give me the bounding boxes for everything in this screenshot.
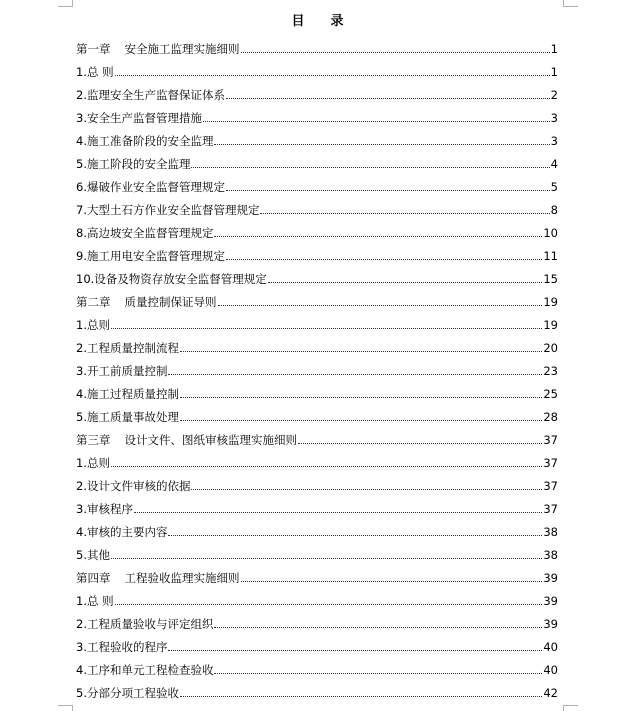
- page-corner-mark: [563, 705, 578, 711]
- toc-dot-leader: [180, 420, 542, 421]
- toc-entry-number: 第一章: [76, 42, 111, 56]
- toc-dot-leader: [111, 466, 542, 467]
- toc-page-number: 1: [550, 65, 558, 79]
- toc-entry-label: 高边坡安全监督管理规定: [86, 226, 214, 240]
- toc-section-entry[interactable]: [76, 516, 558, 539]
- toc-section-entry[interactable]: [76, 102, 558, 125]
- toc-page-number: 37: [543, 456, 558, 470]
- toc-entry-number: 10.: [76, 272, 95, 286]
- toc-entry-label: 审核的主要内容: [86, 525, 168, 539]
- toc-section-entry[interactable]: [76, 355, 558, 378]
- toc-dot-leader: [115, 75, 550, 76]
- toc-page-number: 39: [543, 571, 558, 585]
- toc-page-number: 15: [543, 272, 558, 286]
- toc-entry-label: 施工质量事故处理: [86, 410, 179, 424]
- toc-page-number: 11: [543, 249, 558, 263]
- toc-page-number: 1: [550, 42, 558, 56]
- toc-entry-number: 1.: [76, 594, 87, 608]
- toc-dot-leader: [268, 282, 543, 283]
- toc-dot-leader: [191, 489, 542, 490]
- toc-page-number: 8: [550, 203, 558, 217]
- toc-section-entry[interactable]: [76, 309, 558, 332]
- toc-entry-number: 2.: [76, 88, 87, 102]
- toc-section-entry[interactable]: [76, 631, 558, 654]
- toc-entry-label: 开工前质量控制: [86, 364, 168, 378]
- toc-section-entry[interactable]: [76, 493, 558, 516]
- toc-entry-label: 设计文件审核的依据: [86, 479, 191, 493]
- toc-section-entry[interactable]: [76, 56, 558, 79]
- toc-page-number: 28: [543, 410, 558, 424]
- toc-dot-leader: [214, 236, 542, 237]
- toc-entry-label: 工程验收的程序: [86, 640, 168, 654]
- toc-page-number: 3: [550, 111, 558, 125]
- toc-dot-leader: [214, 627, 542, 628]
- toc-section-entry[interactable]: [76, 677, 558, 700]
- toc-page-number: 2: [550, 88, 558, 102]
- toc-entry-label: 分部分项工程验收: [86, 686, 179, 700]
- toc-entry-label: 工程验收监理实施细则: [124, 571, 240, 585]
- toc-section-entry[interactable]: [76, 470, 558, 493]
- toc-dot-leader: [180, 696, 542, 697]
- toc-section-entry[interactable]: [76, 654, 558, 677]
- toc-section-entry[interactable]: [76, 171, 558, 194]
- toc-dot-leader: [226, 259, 542, 260]
- toc-chapter-entry[interactable]: [76, 286, 558, 309]
- toc-entry-number: 4.: [76, 387, 87, 401]
- toc-entry-label: 安全施工监理实施细则: [124, 42, 240, 56]
- toc-dot-leader: [168, 535, 542, 536]
- toc-section-entry[interactable]: [76, 585, 558, 608]
- toc-dot-leader: [214, 673, 542, 674]
- toc-entry-label: 质量控制保证导则: [124, 295, 217, 309]
- toc-dot-leader: [115, 604, 543, 605]
- page-corner-mark: [58, 705, 73, 711]
- toc-dot-leader: [226, 190, 550, 191]
- toc-entry-number: 5.: [76, 548, 87, 562]
- toc-entry-number: 3.: [76, 364, 87, 378]
- toc-entry-label: 总则: [86, 456, 110, 470]
- toc-dot-leader: [134, 512, 542, 513]
- toc-entry-label: 设备及物资存放安全监督管理规定: [94, 272, 267, 286]
- toc-page-number: 39: [543, 617, 558, 631]
- toc-section-entry[interactable]: [76, 194, 558, 217]
- toc-chapter-entry[interactable]: [76, 424, 558, 447]
- toc-entry-label: 总 则: [86, 594, 114, 608]
- toc-page-number: 37: [543, 479, 558, 493]
- toc-entry-label: 施工阶段的安全监理: [86, 157, 191, 171]
- toc-entry-number: 1.: [76, 65, 87, 79]
- toc-page-number: 25: [543, 387, 558, 401]
- toc-section-entry[interactable]: [76, 263, 558, 286]
- toc-entry-label: 总 则: [86, 65, 114, 79]
- toc-page-number: 40: [543, 640, 558, 654]
- toc-dot-leader: [218, 305, 543, 306]
- toc-entry-number: 4.: [76, 663, 87, 677]
- toc-dot-leader: [180, 397, 542, 398]
- toc-page-number: 19: [543, 318, 558, 332]
- toc-page-number: 10: [543, 226, 558, 240]
- toc-page-number: 4: [550, 157, 558, 171]
- toc-entry-number: 2.: [76, 341, 87, 355]
- toc-entry-label: 审核程序: [86, 502, 133, 516]
- toc-dot-leader: [168, 650, 542, 651]
- toc-entry-label: 工程质量验收与评定组织: [86, 617, 214, 631]
- toc-entry-number: 3.: [76, 502, 87, 516]
- toc-page-number: 39: [543, 594, 558, 608]
- toc-entry-number: 1.: [76, 318, 87, 332]
- toc-page-number: 3: [550, 134, 558, 148]
- toc-entry-label: 爆破作业安全监督管理规定: [86, 180, 225, 194]
- toc-entry-number: 5.: [76, 686, 87, 700]
- toc-dot-leader: [214, 144, 549, 145]
- toc-dot-leader: [191, 167, 549, 168]
- toc-section-entry[interactable]: [76, 539, 558, 562]
- toc-entry-label: 施工准备阶段的安全监理: [86, 134, 214, 148]
- toc-dot-leader: [260, 213, 549, 214]
- toc-entry-label: 工程质量控制流程: [86, 341, 179, 355]
- toc-entry-label: 施工用电安全监督管理规定: [86, 249, 225, 263]
- toc-dot-leader: [180, 351, 542, 352]
- page-corner-mark: [58, 0, 73, 7]
- toc-dot-leader: [226, 98, 550, 99]
- toc-entry-label: 工序和单元工程检查验收: [86, 663, 214, 677]
- toc-title-part: 目: [291, 14, 305, 29]
- toc-entry-label: 监理安全生产监督保证体系: [86, 88, 225, 102]
- toc-page-number: 5: [550, 180, 558, 194]
- toc-page-number: 38: [543, 548, 558, 562]
- toc-entry-number: 第四章: [76, 571, 111, 585]
- toc-entry-number: 7.: [76, 203, 87, 217]
- toc-section-entry[interactable]: [76, 401, 558, 424]
- toc-entry-number: 3.: [76, 111, 87, 125]
- toc-section-entry[interactable]: [76, 332, 558, 355]
- toc-section-entry[interactable]: [76, 240, 558, 263]
- toc-chapter-entry[interactable]: [76, 562, 558, 585]
- toc-page-number: 42: [543, 686, 558, 700]
- toc-page-number: 38: [543, 525, 558, 539]
- toc-section-entry[interactable]: [76, 148, 558, 171]
- toc-entry-number: 5.: [76, 410, 87, 424]
- toc-entry-label: 设计文件、图纸审核监理实施细则: [124, 433, 297, 447]
- toc-entry-number: 5.: [76, 157, 87, 171]
- toc-page-number: 37: [543, 433, 558, 447]
- toc-section-entry[interactable]: [76, 608, 558, 631]
- toc-page-number: 23: [543, 364, 558, 378]
- toc-dot-leader: [241, 581, 543, 582]
- toc-page-number: 40: [543, 663, 558, 677]
- toc-entry-label: 安全生产监督管理措施: [86, 111, 202, 125]
- toc-entry-number: 6.: [76, 180, 87, 194]
- toc-section-entry[interactable]: [76, 378, 558, 401]
- toc-entry-label: 施工过程质量控制: [86, 387, 179, 401]
- toc-section-entry[interactable]: [76, 447, 558, 470]
- toc-title-part: 录: [330, 14, 344, 29]
- page-corner-mark: [563, 0, 578, 7]
- toc-entry-number: 2.: [76, 617, 87, 631]
- toc-entry-number: 第三章: [76, 433, 111, 447]
- toc-dot-leader: [298, 443, 542, 444]
- toc-entry-number: 3.: [76, 640, 87, 654]
- toc-section-entry[interactable]: [76, 79, 558, 102]
- toc-dot-leader: [111, 328, 542, 329]
- toc-chapter-entry[interactable]: [76, 33, 558, 56]
- toc-entry-number: 4.: [76, 134, 87, 148]
- toc-entry-number: 4.: [76, 525, 87, 539]
- toc-entry-number: 1.: [76, 456, 87, 470]
- toc-entry-label: 其他: [86, 548, 110, 562]
- toc-section-entry[interactable]: [76, 125, 558, 148]
- toc-dot-leader: [241, 52, 550, 53]
- toc-entry-number: 9.: [76, 249, 87, 263]
- toc-entry-number: 8.: [76, 226, 87, 240]
- table-of-contents: [76, 33, 558, 700]
- toc-page-number: 37: [543, 502, 558, 516]
- toc-page-number: 20: [543, 341, 558, 355]
- toc-entry-label: 大型土石方作业安全监督管理规定: [86, 203, 260, 217]
- toc-dot-leader: [203, 121, 550, 122]
- toc-entry-number: 第二章: [76, 295, 111, 309]
- toc-entry-number: 2.: [76, 479, 87, 493]
- toc-section-entry[interactable]: [76, 217, 558, 240]
- toc-entry-label: 总则: [86, 318, 110, 332]
- toc-dot-leader: [111, 558, 542, 559]
- toc-page-number: 19: [543, 295, 558, 309]
- toc-title: [0, 10, 635, 29]
- toc-dot-leader: [168, 374, 542, 375]
